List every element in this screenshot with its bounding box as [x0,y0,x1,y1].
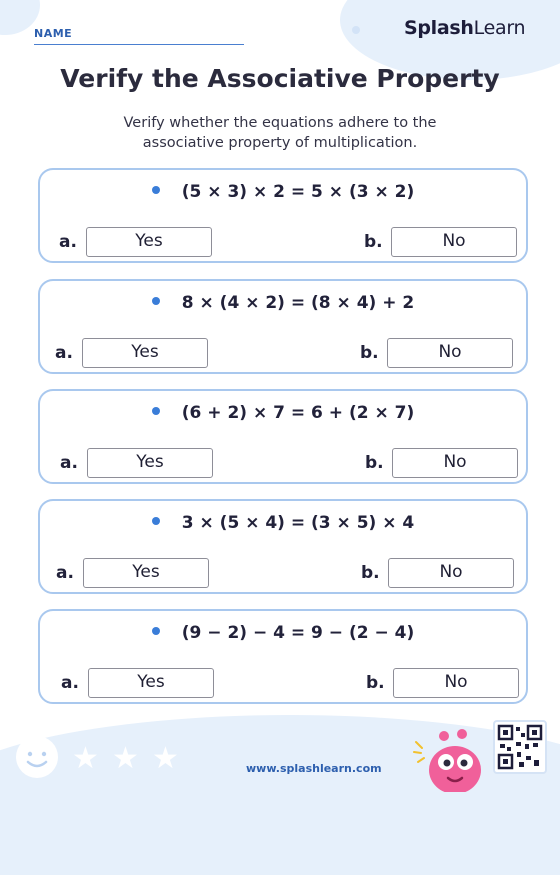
equation-row [40,513,526,533]
page-title: Verify the Associative Property [60,64,500,93]
bullet-icon [152,627,160,635]
equation: (5 × 3) × 2 = 5 × (3 × 2) [181,182,415,202]
option-a-letter: a. [60,453,78,473]
footer-url[interactable]: www.splashlearn.com [246,762,382,775]
option-a-yes-box[interactable]: Yes [83,558,209,588]
star-icon: ★ [152,741,179,776]
pink-monster-mascot-icon [410,722,490,792]
option-a-letter: a. [61,673,79,693]
question-card-3 [38,389,528,484]
question-card-1 [38,168,528,263]
equation: 8 × (4 × 2) = (8 × 4) + 2 [181,293,415,313]
equation-row [40,293,526,313]
option-b-letter: b. [360,343,379,363]
equation-row [40,403,526,423]
splashlearn-logo: SplashLearn [404,17,526,39]
star-icon: ★ [112,741,139,776]
option-b-no-box[interactable]: No [391,227,517,257]
option-b-letter: b. [364,232,383,252]
option-b-no-box[interactable]: No [387,338,513,368]
option-a-yes-box[interactable]: Yes [88,668,214,698]
bg-dot [352,26,360,34]
option-a-letter: a. [55,343,73,363]
question-card-5 [38,609,528,704]
option-a-yes-box[interactable]: Yes [86,227,212,257]
option-a-letter: a. [56,563,74,583]
bullet-icon [152,407,160,415]
option-b-no-box[interactable]: No [392,448,518,478]
bullet-icon [152,186,160,194]
option-b-letter: b. [365,453,384,473]
equation: (6 + 2) × 7 = 6 + (2 × 7) [181,403,415,423]
question-card-4 [38,499,528,594]
bullet-icon [152,517,160,525]
option-b-letter: b. [361,563,380,583]
equation: (9 − 2) − 4 = 9 − (2 − 4) [181,623,415,643]
instructions: Verify whether the equations adhere to the associative property of multiplication. [123,115,437,151]
option-b-no-box[interactable]: No [388,558,514,588]
option-a-yes-box[interactable]: Yes [82,338,208,368]
smiley-icon [14,734,60,780]
option-a-letter: a. [59,232,77,252]
option-b-no-box[interactable]: No [393,668,519,698]
name-label: NAME [34,27,73,40]
equation: 3 × (5 × 4) = (3 × 5) × 4 [181,513,415,533]
option-b-letter: b. [366,673,385,693]
qr-code-icon [493,720,547,774]
star-icon: ★ [72,741,99,776]
option-a-yes-box[interactable]: Yes [87,448,213,478]
equation-row [40,623,526,643]
equation-row [40,182,526,202]
bullet-icon [152,297,160,305]
question-card-2 [38,279,528,374]
